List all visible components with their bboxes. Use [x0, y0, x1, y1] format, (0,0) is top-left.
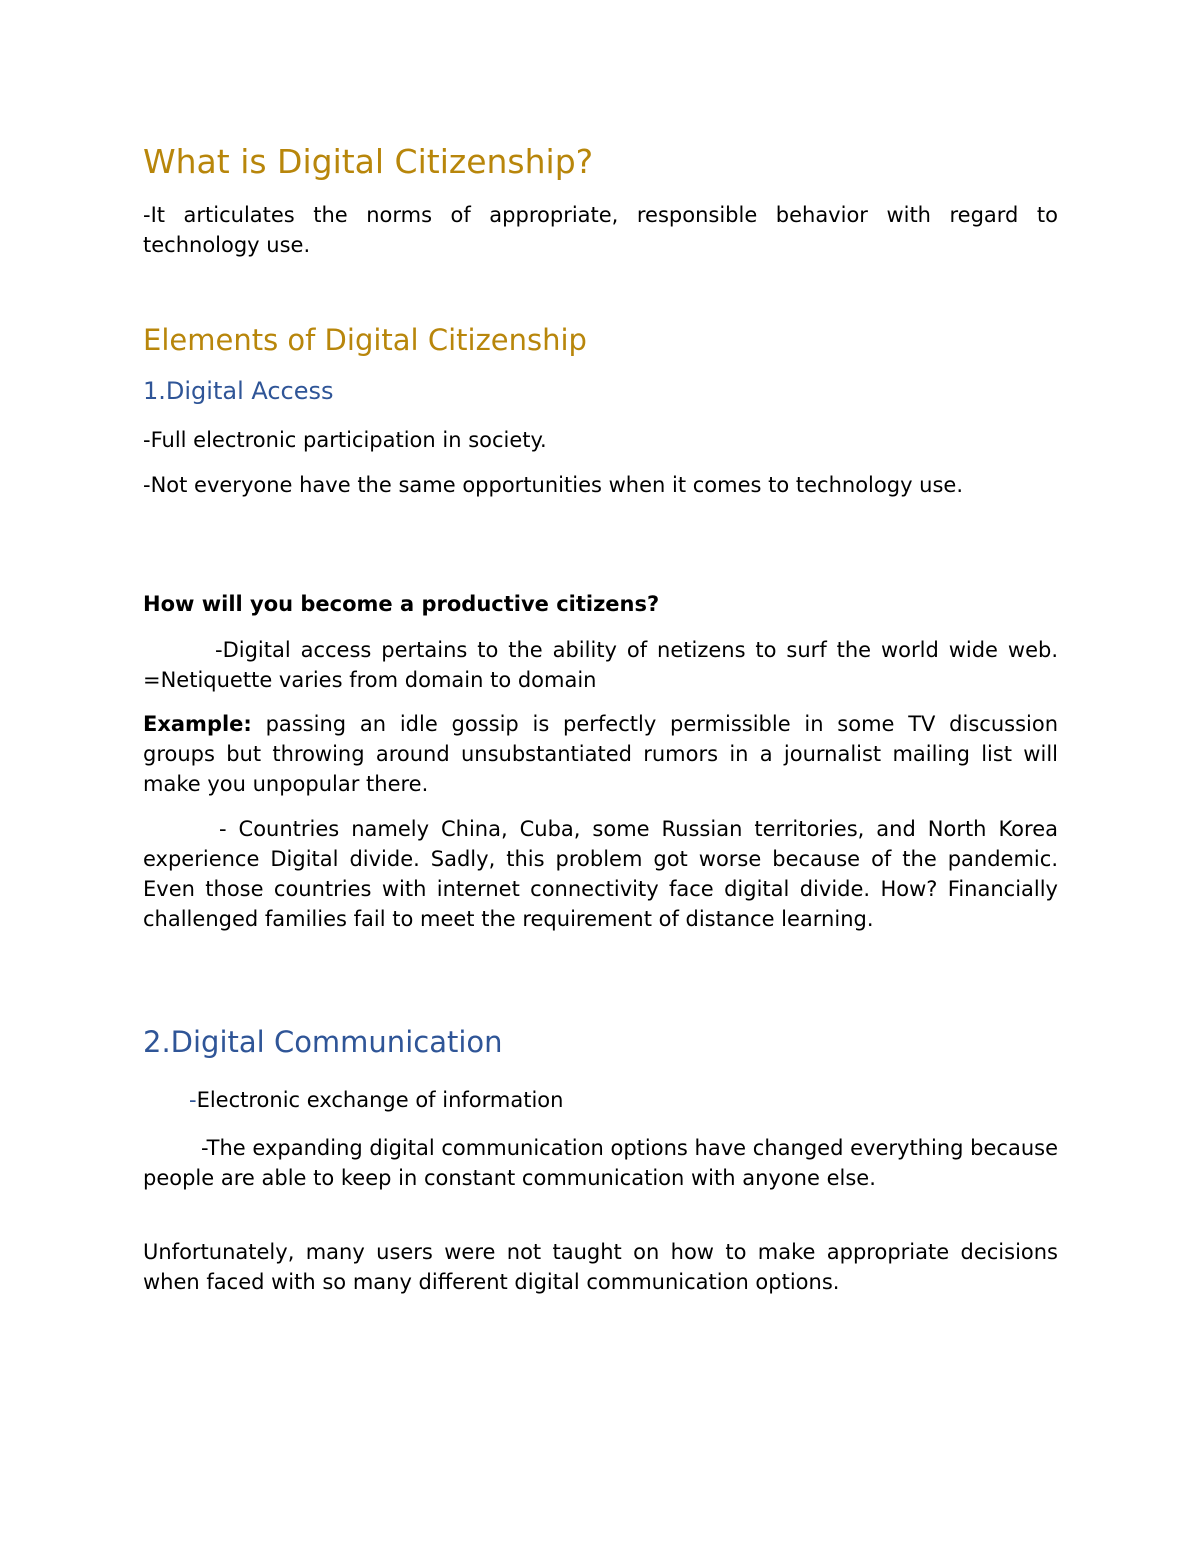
section2-point1-dash: - — [189, 1088, 197, 1112]
section1-countries: - Countries namely China, Cuba, some Russian territories, and North Korea experience Digital divide. Sadly, this problem got worse because of the pandemic. Even those countries with internet connectivity face digital divide. How? Financially challenged families fail to meet the requirement of distance learning. — [143, 817, 1058, 931]
section1-example — [143, 709, 1058, 799]
section1-point1: -Full electronic participation in society. — [143, 428, 547, 452]
page-title: What is Digital Citizenship? — [143, 142, 594, 181]
elements-heading: Elements of Digital Citizenship — [143, 323, 587, 357]
section1-heading: 1.Digital Access — [143, 377, 334, 405]
section2-point3: Unfortunately, many users were not taught on how to make appropriate decisions when faced with so many different digital communication options. — [143, 1240, 1058, 1294]
example-label: Example: — [143, 712, 252, 736]
section1-question: How will you become a productive citizens? — [143, 592, 660, 616]
section2-point1-text: Electronic exchange of information — [196, 1088, 564, 1112]
example-text: passing an idle gossip is perfectly permissible in some TV discussion groups but throwing around unsubstantiated rumors in a journalist mailing list will make you unpopular there. — [143, 712, 1058, 796]
section2-point1 — [143, 1085, 1058, 1115]
section1-point2: -Not everyone have the same opportunities when it comes to technology use. — [143, 473, 964, 497]
section2-point2: -The expanding digital communication options have changed everything because people are able to keep in constant communication with anyone else. — [143, 1136, 1058, 1190]
section1-answer: -Digital access pertains to the ability of netizens to surf the world wide web. =Netiquette varies from domain to domain — [143, 638, 1058, 692]
definition-paragraph: -It articulates the norms of appropriate, responsible behavior with regard to technology use. — [143, 203, 1058, 257]
section2-heading: 2.Digital Communication — [143, 1025, 503, 1059]
